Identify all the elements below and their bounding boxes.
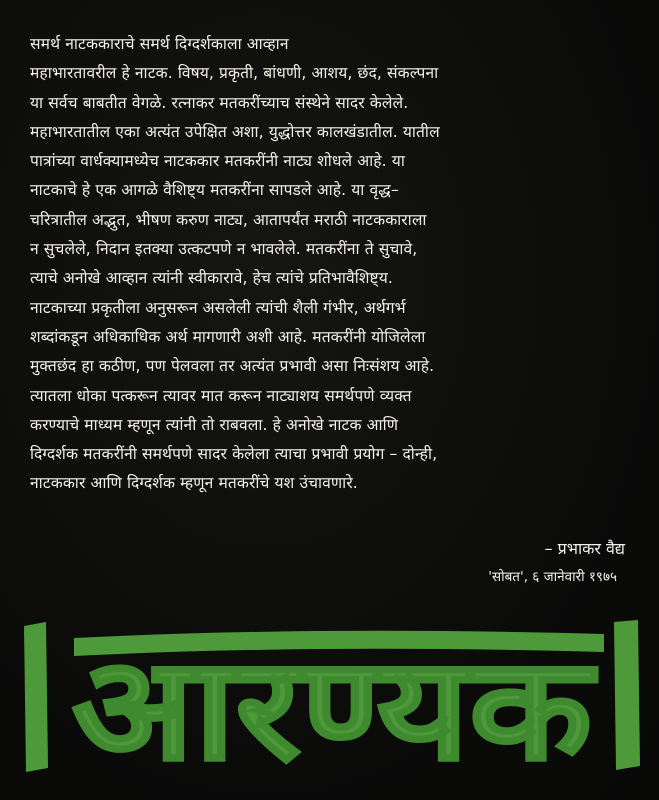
review-source: 'सोबत', ६ जानेवारी १९७५ — [488, 569, 617, 585]
review-author: – प्रभाकर वैद्य — [544, 539, 625, 558]
title-logo — [14, 608, 650, 786]
review-line: न सुचलेले, निदान इतक्या उत्कटपणे न भावलेले. मतकरींना ते सुचावे, — [30, 240, 418, 259]
review-heading: समर्थ नाटककाराचे समर्थ दिग्दर्शकाला आव्हान — [30, 35, 289, 53]
review-line: नाटककार आणि दिग्दर्शक म्हणून मतकरींचे यश उंचावणारे. — [30, 474, 358, 493]
review-line: या सर्वच बाबतीत वेगळे. रत्नाकर मतकरींच्याच संस्थेने सादर केलेले. — [30, 93, 409, 112]
review-line: त्याचे अनोखे आव्हान त्यांनी स्वीकारावे, हेच त्यांचे प्रतिभावैशिष्ट्य. — [30, 269, 393, 288]
title-danda-left — [24, 622, 48, 772]
review-line: महाभारतातील एका अत्यंत उपेक्षित अशा, युद्धोत्तर कालखंडातील. यातील — [30, 122, 440, 141]
review-line: नाटकाचे हे एक आगळे वैशिष्ट्य मतकरींना सापडले आहे. या वृद्ध– — [30, 181, 399, 200]
review-text — [30, 30, 642, 499]
review-line: दिग्दर्शक मतकरींनी समर्थपणे सादर केलेला त्याचा प्रभावी प्रयोग – दोन्ही, — [30, 445, 438, 464]
review-line: शब्दांकडून अधिकाधिक अर्थ मागणारी अशी आहे. मतकरींनी योजिलेला — [30, 327, 426, 346]
review-line: पात्रांच्या वार्धक्यामध्येच नाटककार मतकरींनी नाट्य शोधले आहे. या — [30, 152, 405, 171]
review-line: चरित्रातील अद्भुत, भीषण करुण नाट्य, आतापर्यंत मराठी नाटककाराला — [30, 210, 427, 229]
title-text: आरण्यक — [72, 627, 598, 786]
title-artwork — [14, 608, 650, 786]
title-danda-right — [614, 620, 640, 770]
review-line: नाटकाच्या प्रकृतीला अनुसरून असलेली त्यांची शैली गंभीर, अर्थगर्भ — [30, 298, 406, 317]
review-line: करण्याचे माध्यम म्हणून त्यांनी तो राबवला. हे अनोखे नाटक आणि — [30, 415, 399, 434]
review-line: मुक्तछंद हा कठीण, पण पेलवला तर अत्यंत प्रभावी असा निःसंशय आहे. — [30, 357, 435, 376]
review-line: महाभारतावरील हे नाटक. विषय, प्रकृती, बांधणी, आशय, छंद, संकल्पना — [30, 64, 439, 83]
review-line: त्यातला धोका पत्करून त्यावर मात करून नाट्याशय समर्थपणे व्यक्त — [30, 386, 412, 405]
